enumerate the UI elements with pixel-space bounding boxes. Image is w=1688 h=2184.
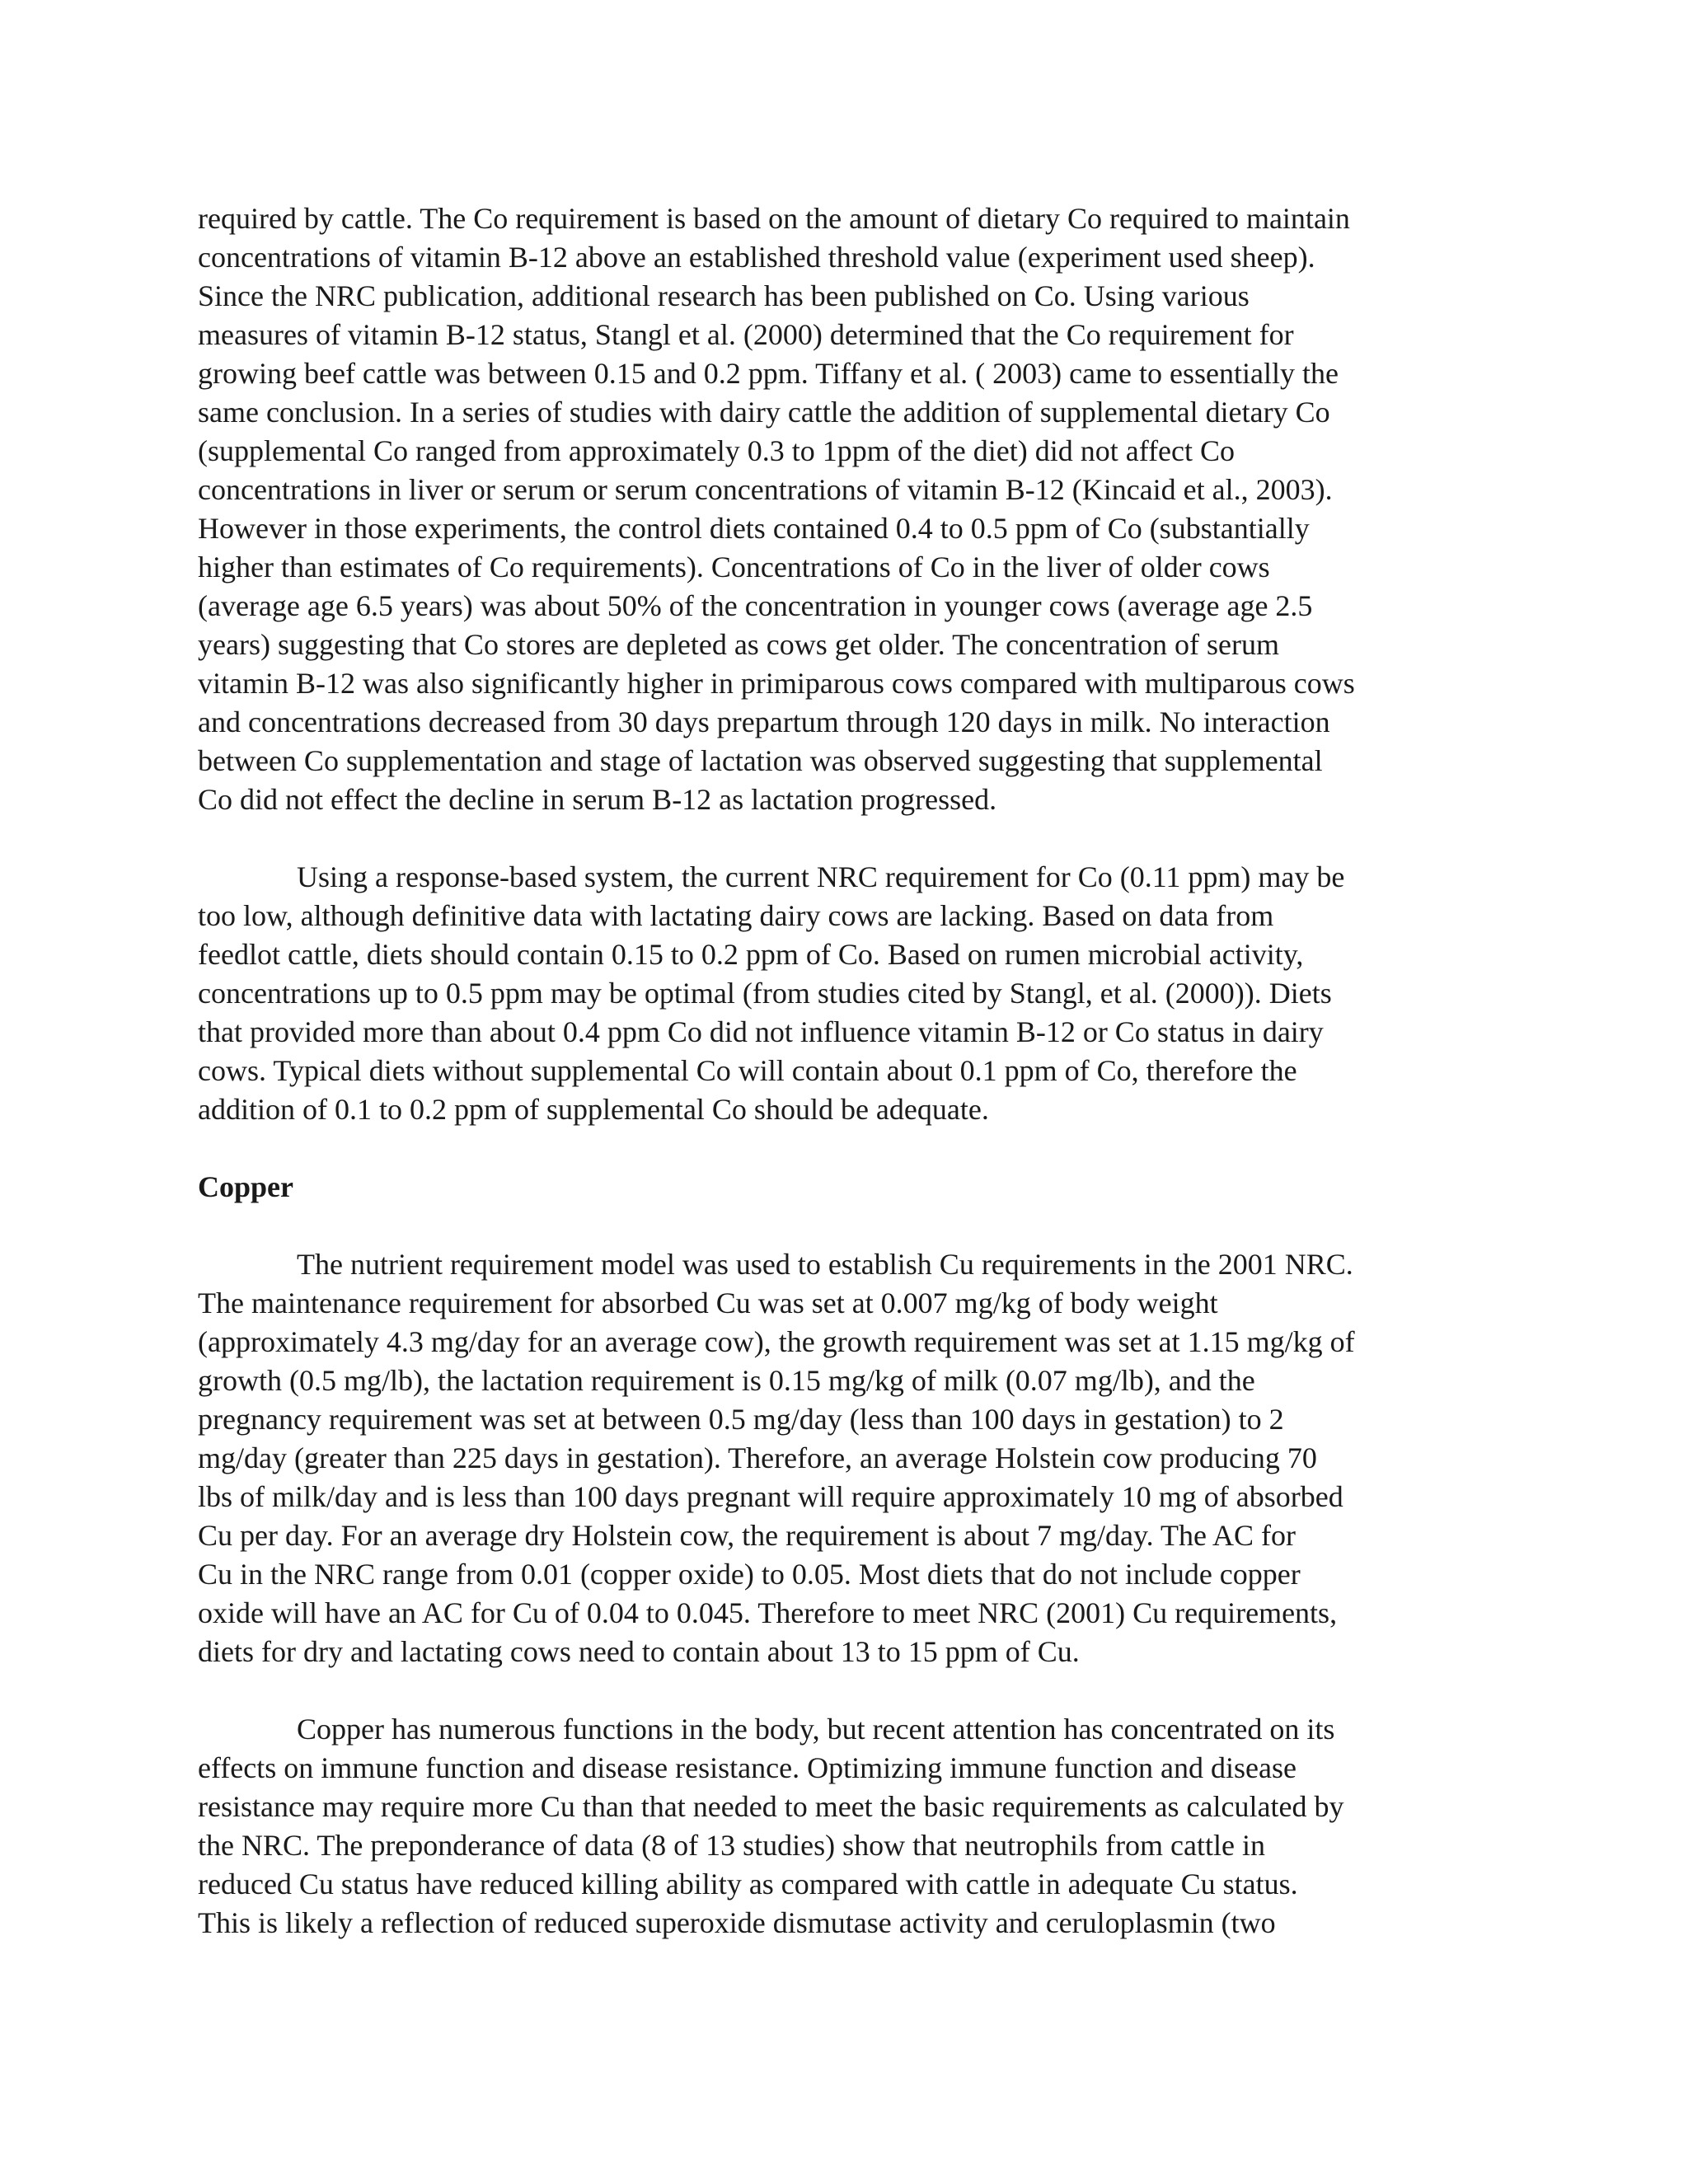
text-line: (approximately 4.3 mg/day for an average cow), the growth requirement was set at 1.15 mg/kg of: [198, 1325, 1355, 1358]
text-line: concentrations up to 0.5 ppm may be optimal (from studies cited by Stangl, et al. (2000)). Diets: [198, 977, 1332, 1010]
text-line: growing beef cattle was between 0.15 and 0.2 ppm. Tiffany et al. ( 2003) came to essentially the: [198, 357, 1339, 390]
text-line: Using a response-based system, the current NRC requirement for Co (0.11 ppm) may be: [297, 860, 1345, 893]
text-line: between Co supplementation and stage of lactation was observed suggesting that supplemental: [198, 744, 1323, 777]
paragraph-copper-immune-function: [198, 1710, 1508, 1943]
text-line: addition of 0.1 to 0.2 ppm of supplemental Co should be adequate.: [198, 1093, 989, 1126]
text-line: Copper has numerous functions in the body, but recent attention has concentrated on its: [297, 1713, 1335, 1746]
text-line: that provided more than about 0.4 ppm Co did not influence vitamin B-12 or Co status in dairy: [198, 1015, 1324, 1048]
text-line: higher than estimates of Co requirements). Concentrations of Co in the liver of older cows: [198, 551, 1270, 583]
text-line: required by cattle. The Co requirement is based on the amount of dietary Co required to maintain: [198, 202, 1350, 235]
text-line: feedlot cattle, diets should contain 0.15 to 0.2 ppm of Co. Based on rumen microbial activity,: [198, 938, 1304, 971]
document-body: [198, 199, 1508, 1943]
text-line: lbs of milk/day and is less than 100 days pregnant will require approximately 10 mg of absorbed: [198, 1480, 1343, 1513]
text-line: reduced Cu status have reduced killing ability as compared with cattle in adequate Cu status.: [198, 1868, 1298, 1900]
text-line: concentrations of vitamin B-12 above an established threshold value (experiment used sheep).: [198, 241, 1315, 274]
paragraph-cobalt-recommendation: [198, 858, 1508, 1129]
text-line: Cu per day. For an average dry Holstein cow, the requirement is about 7 mg/day. The AC for: [198, 1519, 1296, 1552]
text-line: vitamin B-12 was also significantly higher in primiparous cows compared with multiparous cows: [198, 667, 1355, 700]
paragraph-cobalt-requirement: [198, 199, 1508, 819]
paragraph-spacer: [198, 1207, 1508, 1245]
paragraph-spacer: [198, 1129, 1508, 1168]
text-line: oxide will have an AC for Cu of 0.04 to 0.045. Therefore to meet NRC (2001) Cu requirements,: [198, 1596, 1338, 1629]
text-line: Cu in the NRC range from 0.01 (copper oxide) to 0.05. Most diets that do not include copper: [198, 1558, 1301, 1591]
paragraph-spacer: [198, 1671, 1508, 1710]
text-line: The nutrient requirement model was used to establish Cu requirements in the 2001 NRC.: [297, 1248, 1353, 1281]
text-line: cows. Typical diets without supplemental Co will contain about 0.1 ppm of Co, therefore the: [198, 1054, 1297, 1087]
text-line: effects on immune function and disease resistance. Optimizing immune function and disease: [198, 1751, 1296, 1784]
text-line: concentrations in liver or serum or serum concentrations of vitamin B-12 (Kincaid et al., 2003).: [198, 473, 1333, 506]
text-line: too low, although definitive data with lactating dairy cows are lacking. Based on data from: [198, 899, 1274, 932]
text-line: measures of vitamin B-12 status, Stangl et al. (2000) determined that the Co requirement for: [198, 318, 1294, 351]
text-line: growth (0.5 mg/lb), the lactation requirement is 0.15 mg/kg of milk (0.07 mg/lb), and the: [198, 1364, 1255, 1397]
text-line: Since the NRC publication, additional research has been published on Co. Using various: [198, 279, 1250, 312]
paragraph-copper-requirement: [198, 1245, 1508, 1671]
text-line: mg/day (greater than 225 days in gestation). Therefore, an average Holstein cow producing 70: [198, 1441, 1317, 1474]
text-line: diets for dry and lactating cows need to contain about 13 to 15 ppm of Cu.: [198, 1635, 1080, 1668]
text-line: years) suggesting that Co stores are depleted as cows get older. The concentration of serum: [198, 628, 1279, 661]
section-heading-copper: Copper: [198, 1170, 293, 1203]
text-line: However in those experiments, the control diets contained 0.4 to 0.5 ppm of Co (substantially: [198, 512, 1310, 545]
text-line: The maintenance requirement for absorbed Cu was set at 0.007 mg/kg of body weight: [198, 1286, 1218, 1319]
text-line: pregnancy requirement was set at between 0.5 mg/day (less than 100 days in gestation) to 2: [198, 1403, 1284, 1436]
text-line: This is likely a reflection of reduced superoxide dismutase activity and ceruloplasmin (two: [198, 1906, 1276, 1939]
text-line: resistance may require more Cu than that needed to meet the basic requirements as calculated by: [198, 1790, 1344, 1823]
text-line: (average age 6.5 years) was about 50% of the concentration in younger cows (average age 2.5: [198, 589, 1313, 622]
text-line: same conclusion. In a series of studies with dairy cattle the addition of supplemental dietary Co: [198, 396, 1330, 429]
paragraph-spacer: [198, 819, 1508, 858]
text-line: Co did not effect the decline in serum B-12 as lactation progressed.: [198, 783, 997, 816]
text-line: (supplemental Co ranged from approximately 0.3 to 1ppm of the diet) did not affect Co: [198, 434, 1236, 467]
text-line: the NRC. The preponderance of data (8 of 13 studies) show that neutrophils from cattle in: [198, 1829, 1265, 1862]
text-line: and concentrations decreased from 30 days prepartum through 120 days in milk. No interaction: [198, 705, 1330, 738]
